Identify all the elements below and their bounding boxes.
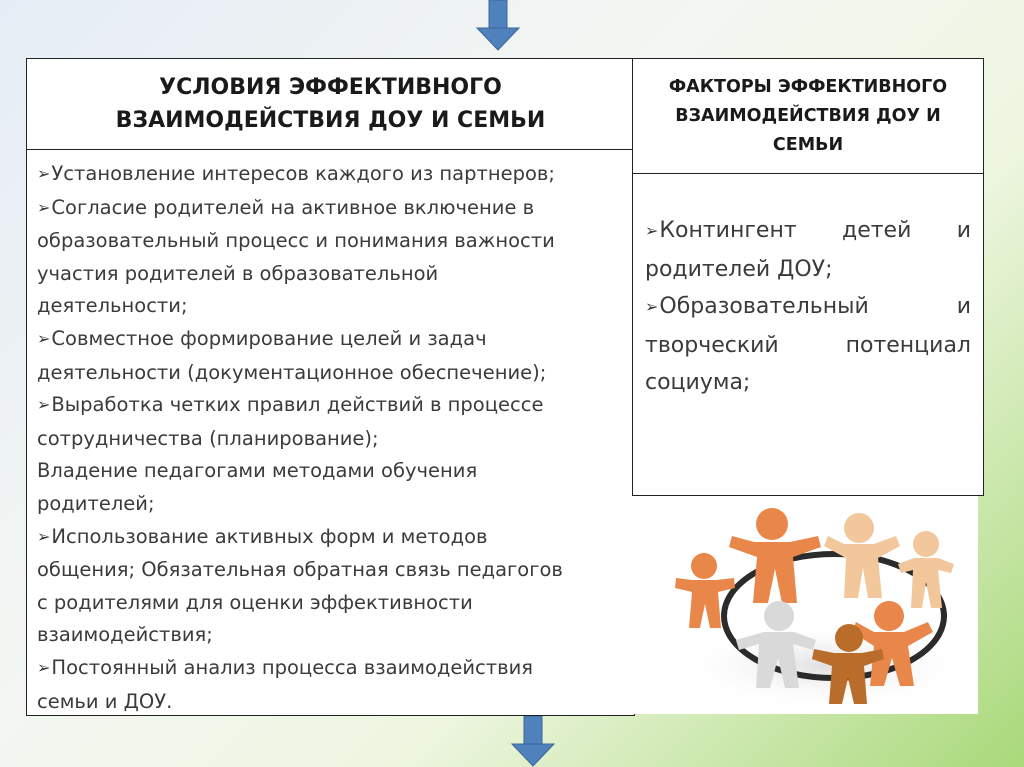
condition-text: Совместное формирование целей и задач [51, 326, 487, 350]
factor-item [645, 288, 971, 402]
condition-text: с родителями для оценки эффективности [37, 590, 473, 614]
arrow-down-icon [510, 716, 556, 767]
condition-text: Постоянный анализ процесса взаимодействия [51, 655, 534, 679]
factor-line [645, 212, 971, 251]
condition-text: родителей; [37, 491, 155, 515]
bullet-arrow-icon: ➢ [37, 164, 51, 183]
bullet-arrow-icon: ➢ [645, 221, 659, 240]
bullet-arrow-icon: ➢ [37, 526, 51, 546]
condition-text: Согласие родителей на активное включение в [51, 195, 535, 219]
condition-line [37, 290, 626, 323]
condition-text: Владение педагогами методами обучения [37, 459, 478, 483]
condition-line [37, 357, 626, 390]
condition-line [37, 488, 626, 521]
condition-line [37, 389, 626, 423]
condition-text: Установление интересов каждого из партнеров; [51, 162, 555, 185]
arrow-down-icon [475, 0, 521, 52]
bullet-arrow-icon: ➢ [37, 657, 51, 677]
condition-line [37, 652, 626, 686]
bullet-arrow-icon: ➢ [37, 328, 51, 348]
condition-line [37, 587, 626, 620]
factor-line [645, 327, 971, 365]
bullet-arrow-icon: ➢ [37, 395, 51, 415]
factor-line [645, 364, 971, 402]
condition-line [37, 192, 626, 226]
condition-line [37, 686, 626, 719]
condition-text: семьи и ДОУ. [37, 689, 173, 713]
conditions-list [26, 149, 635, 716]
factor-text: Образовательный и [659, 294, 971, 319]
condition-text: образовательный процесс и понимания важности [37, 229, 555, 253]
conditions-title [26, 58, 635, 150]
condition-text: общения; Обязательная обратная связь педагогов [37, 558, 563, 582]
factors-title-text: ФАКТОРЫ ЭФФЕКТИВНОГО ВЗАИМОДЕЙСТВИЯ ДОУ И СЕМЬИ [668, 76, 948, 155]
condition-line [37, 554, 626, 587]
condition-line [37, 158, 626, 192]
factors-title [632, 58, 984, 174]
condition-line [37, 619, 626, 652]
condition-text: деятельности; [37, 294, 188, 318]
people-circle-illustration [634, 496, 978, 714]
factors-list [632, 173, 984, 496]
factor-line [645, 251, 971, 289]
condition-text: Использование активных форм и методов [51, 524, 488, 548]
factor-line [645, 288, 971, 327]
factor-item [645, 212, 971, 288]
factor-text: социума; [645, 370, 751, 395]
bullet-arrow-icon: ➢ [37, 197, 51, 217]
factor-text: творческий потенциал [645, 332, 971, 358]
condition-line [37, 323, 626, 357]
condition-text: сотрудничества (планирование); [37, 426, 379, 450]
condition-line [37, 423, 626, 456]
condition-text: взаимодействия; [37, 623, 213, 647]
condition-text: Выработка четких правил действий в процессе [51, 393, 544, 417]
bullet-arrow-icon: ➢ [645, 297, 659, 316]
condition-line [37, 521, 626, 555]
condition-text: участия родителей в образовательной [37, 261, 439, 285]
conditions-title-text: УСЛОВИЯ ЭФФЕКТИВНОГО ВЗАИМОДЕЙСТВИЯ ДОУ И СЕМЬИ [115, 75, 546, 133]
condition-line [37, 225, 626, 258]
condition-line [37, 258, 626, 291]
factor-text: Контингент детей и [659, 218, 971, 243]
condition-text: деятельности (документационное обеспечение); [37, 360, 547, 384]
condition-line [37, 455, 626, 488]
factor-text: родителей ДОУ; [645, 256, 833, 282]
